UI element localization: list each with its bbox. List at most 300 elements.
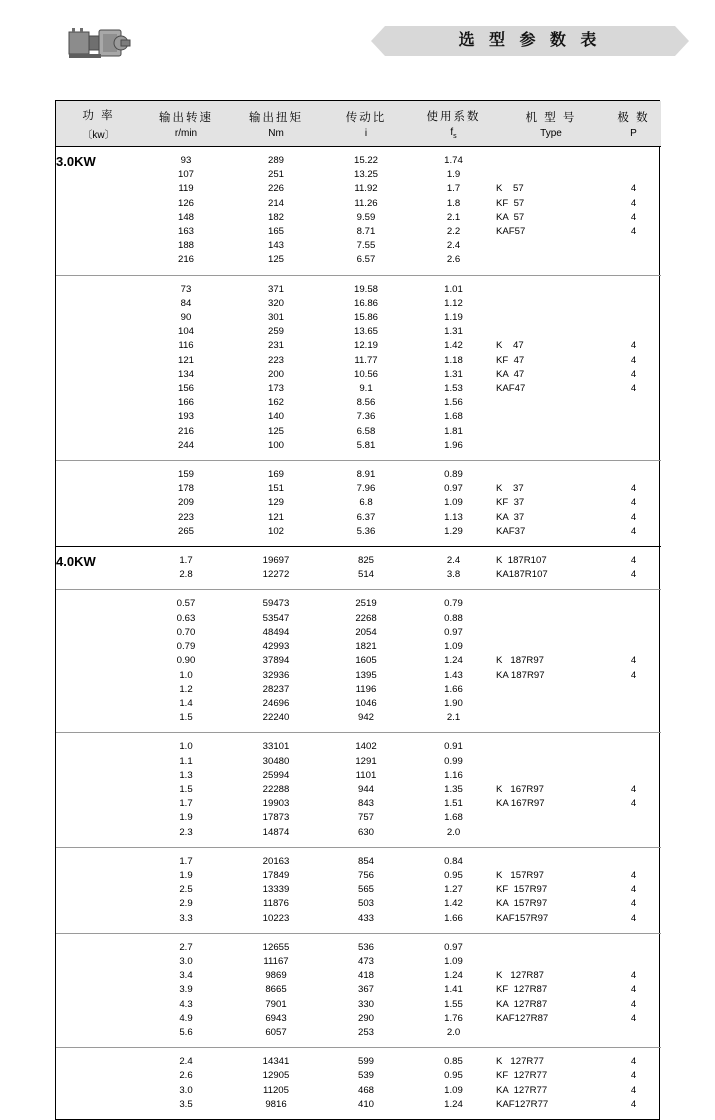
cell-output-speed-value: 3.0 xyxy=(179,1084,193,1096)
cell-output-speed-value: 2.7 xyxy=(179,941,193,953)
cell-poles xyxy=(606,547,661,590)
cell-output-torque-value: 140 xyxy=(267,411,284,423)
cell-poles-value: 4 xyxy=(630,183,637,195)
cell-output-speed-value: 2.9 xyxy=(179,898,193,910)
cell-output-torque-value: 24696 xyxy=(262,697,290,709)
cell-ratio-value: 503 xyxy=(357,898,374,910)
cell-service-factor-value: 1.9 xyxy=(446,169,461,181)
cell-ratio-value: 5.81 xyxy=(356,439,376,451)
cell-output-torque-value: 162 xyxy=(267,397,284,409)
cell-poles-value: 4 xyxy=(630,1012,637,1024)
cell-service-factor-value: 1.09 xyxy=(444,1084,463,1096)
cell-output-speed xyxy=(141,933,231,1047)
cell-service-factor-value: 1.68 xyxy=(444,411,463,423)
cell-poles xyxy=(606,461,661,547)
cell-output-torque-value: 226 xyxy=(267,183,284,195)
cell-ratio-value: 12.19 xyxy=(353,340,378,352)
cell-poles-value: 4 xyxy=(630,511,637,523)
cell-output-torque-value: 6057 xyxy=(265,1026,287,1038)
cell-type-value: KA 157R97 xyxy=(496,898,548,910)
cell-ratio-value: 630 xyxy=(357,826,374,838)
cell-output-speed xyxy=(141,1048,231,1119)
cell-poles-value: 4 xyxy=(630,669,637,681)
cell-poles-value: 4 xyxy=(630,569,637,581)
cell-output-torque-value: 165 xyxy=(267,226,284,238)
cell-output-torque-value: 7901 xyxy=(265,998,287,1010)
cell-ratio-value: 8.56 xyxy=(356,397,376,409)
cell-service-factor-value: 0.91 xyxy=(444,741,463,753)
cell-output-speed-value: 1.5 xyxy=(179,712,193,724)
cell-service-factor-value: 0.85 xyxy=(444,1056,463,1068)
spec-table xyxy=(56,101,661,1119)
cell-output-torque-value: 129 xyxy=(267,497,284,509)
cell-poles-value: 4 xyxy=(630,970,637,982)
cell-type xyxy=(496,147,606,276)
cell-poles-value: 4 xyxy=(630,1070,637,1082)
cell-output-speed-value: 159 xyxy=(177,469,194,481)
cell-type-value: KF 127R87 xyxy=(496,984,548,996)
cell-ratio-value: 433 xyxy=(357,912,374,924)
cell-service-factor-value: 1.51 xyxy=(444,798,463,810)
cell-output-torque-value: 9816 xyxy=(265,1098,287,1110)
cell-poles xyxy=(606,1048,661,1119)
cell-output-speed-value: 0.70 xyxy=(176,626,196,638)
cell-output-speed-value: 1.9 xyxy=(179,869,193,881)
service-factor-sub: $f_s$ xyxy=(450,127,457,140)
cell-service-factor-value: 0.84 xyxy=(444,855,463,867)
cell-output-speed-value: 2.6 xyxy=(179,1070,193,1082)
cell-poles-value: 4 xyxy=(630,525,637,537)
cell-output-speed-value: 2.8 xyxy=(179,569,193,581)
cell-output-speed-value: 84 xyxy=(180,297,192,309)
col-header-poles: 极 数 P xyxy=(606,101,661,147)
cell-poles-value: 4 xyxy=(630,497,637,509)
cell-output-torque-value: 12272 xyxy=(262,569,290,581)
cell-output-speed-value: 188 xyxy=(177,240,194,252)
cell-output-torque-value: 11876 xyxy=(263,898,289,910)
cell-output-speed-value: 3.3 xyxy=(179,912,193,924)
cell-service-factor-value: 1.56 xyxy=(444,397,463,409)
cell-ratio-value: 1101 xyxy=(355,769,377,781)
cell-output-torque xyxy=(231,1048,321,1119)
cell-poles xyxy=(606,933,661,1047)
cell-output-torque-value: 289 xyxy=(267,155,284,166)
cell-output-torque-value: 22240 xyxy=(262,712,290,724)
cell-output-speed-value: 3.4 xyxy=(179,970,193,982)
cell-output-speed-value: 1.7 xyxy=(179,555,193,567)
cell-poles-value: 4 xyxy=(630,998,637,1010)
cell-type xyxy=(496,461,606,547)
cell-service-factor-value: 1.12 xyxy=(444,297,463,309)
cell-output-torque-value: 37894 xyxy=(262,655,290,667)
cell-output-speed-value: 1.7 xyxy=(179,855,193,867)
cell-output-torque-value: 13339 xyxy=(262,884,290,896)
cell-ratio-value: 2268 xyxy=(355,612,377,624)
cell-output-speed-value: 1.3 xyxy=(179,769,193,781)
cell-power: 4.0KW xyxy=(56,547,141,590)
cell-output-torque xyxy=(231,847,321,933)
cell-type-value: KF 47 xyxy=(496,354,525,366)
cell-output-speed-value: 1.4 xyxy=(179,697,193,709)
cell-service-factor-value: 1.01 xyxy=(444,283,463,295)
cell-type-value: KF 57 xyxy=(496,197,525,209)
cell-service-factor-value: 1.53 xyxy=(444,383,463,395)
cell-service-factor-value: 1.09 xyxy=(444,641,463,653)
cell-service-factor xyxy=(411,733,496,847)
cell-poles xyxy=(606,590,661,733)
cell-poles-value: 4 xyxy=(630,783,637,795)
cell-ratio xyxy=(321,547,411,590)
cell-type xyxy=(496,275,606,460)
cell-service-factor-value: 1.76 xyxy=(444,1012,463,1024)
cell-poles-value: 4 xyxy=(630,211,637,223)
cell-poles-value: 4 xyxy=(630,1056,637,1068)
cell-output-torque-value: 10223 xyxy=(262,912,290,924)
cell-ratio-value: 11.92 xyxy=(354,183,378,195)
col-header-output-speed: 输出转速 r/min xyxy=(141,101,231,147)
cell-ratio-value: 6.58 xyxy=(356,425,376,437)
cell-output-speed-value: 178 xyxy=(177,483,194,495)
cell-service-factor-value: 1.35 xyxy=(444,783,463,795)
cell-poles-value: 4 xyxy=(630,869,637,881)
cell-ratio-value: 6.57 xyxy=(356,254,376,266)
table-body xyxy=(56,147,661,1119)
cell-ratio xyxy=(321,147,411,276)
cell-service-factor-value: 1.43 xyxy=(444,669,463,681)
cell-type-value: K 37 xyxy=(496,483,524,495)
cell-type-value: KA 167R97 xyxy=(496,798,545,810)
cell-service-factor-value: 0.89 xyxy=(444,469,463,481)
cell-service-factor-value: 1.27 xyxy=(444,884,463,896)
cell-ratio-value: 8.91 xyxy=(356,469,376,481)
cell-ratio xyxy=(321,275,411,460)
cell-output-torque-value: 125 xyxy=(267,254,284,266)
cell-service-factor xyxy=(411,933,496,1047)
cell-power: 3.0KW xyxy=(56,147,141,276)
cell-ratio-value: 514 xyxy=(357,569,374,581)
cell-ratio xyxy=(321,461,411,547)
cell-service-factor-value: 1.7 xyxy=(446,183,461,195)
cell-service-factor-value: 1.09 xyxy=(444,955,463,967)
cell-output-torque-value: 59473 xyxy=(262,598,290,610)
cell-poles-value: 4 xyxy=(630,197,637,209)
cell-ratio-value: 1291 xyxy=(355,755,377,767)
cell-output-torque-value: 143 xyxy=(267,240,284,252)
cell-output-speed-value: 126 xyxy=(177,197,194,209)
cell-output-speed-value: 223 xyxy=(177,511,194,523)
cell-ratio-value: 9.1 xyxy=(359,383,373,395)
cell-poles-value: 4 xyxy=(630,226,637,238)
cell-service-factor xyxy=(411,147,496,276)
table-row xyxy=(56,733,661,847)
cell-output-torque-value: 14341 xyxy=(262,1056,290,1068)
cell-ratio-value: 13.25 xyxy=(353,169,378,181)
table-row xyxy=(56,933,661,1047)
cell-service-factor-value: 1.24 xyxy=(444,970,463,982)
cell-poles-value: 4 xyxy=(630,798,637,810)
cell-service-factor-value: 1.18 xyxy=(444,354,463,366)
cell-output-speed-value: 216 xyxy=(177,254,194,266)
cell-service-factor-value: 1.66 xyxy=(444,912,463,924)
cell-poles-value: 4 xyxy=(630,912,637,924)
cell-type xyxy=(496,547,606,590)
cell-type-value: KA 187R97 xyxy=(496,669,545,681)
cell-ratio-value: 418 xyxy=(357,970,374,982)
cell-output-torque-value: 20163 xyxy=(262,855,290,867)
cell-output-speed xyxy=(141,147,231,276)
cell-ratio-value: 8.71 xyxy=(356,226,376,238)
cell-poles xyxy=(606,275,661,460)
cell-service-factor-value: 0.97 xyxy=(444,626,463,638)
cell-service-factor-value: 3.8 xyxy=(446,569,461,581)
cell-service-factor xyxy=(411,847,496,933)
cell-type-value: K 57 xyxy=(496,183,524,195)
cell-ratio xyxy=(321,847,411,933)
cell-ratio-value: 5.36 xyxy=(356,525,376,537)
cell-poles-value: 4 xyxy=(630,340,637,352)
cell-ratio-value: 473 xyxy=(357,955,374,967)
col-header-service-factor: 使用系数 $f_s$ xyxy=(411,101,496,147)
cell-type-value: K 187R107 xyxy=(496,555,547,567)
cell-service-factor-value: 0.88 xyxy=(444,612,463,624)
cell-output-torque-value: 11167 xyxy=(263,955,289,967)
cell-ratio-value: 1605 xyxy=(355,655,377,667)
gearmotor-icon xyxy=(67,22,131,64)
cell-type xyxy=(496,1048,606,1119)
cell-ratio-value: 944 xyxy=(357,783,374,795)
table-row xyxy=(56,590,661,733)
page-title xyxy=(385,26,675,60)
cell-service-factor-value: 2.1 xyxy=(446,712,461,724)
cell-output-torque-value: 231 xyxy=(267,340,284,352)
cell-output-torque-value: 8665 xyxy=(265,984,287,996)
cell-type-value: KA 47 xyxy=(496,368,525,380)
cell-output-speed-value: 73 xyxy=(180,283,192,295)
cell-output-speed-value: 134 xyxy=(177,368,194,380)
cell-type-value: KA 37 xyxy=(496,511,525,523)
cell-output-torque-value: 173 xyxy=(267,383,284,395)
cell-type-value: K 127R87 xyxy=(496,970,545,982)
cell-output-torque-value: 19903 xyxy=(262,798,290,810)
cell-output-speed-value: 107 xyxy=(177,169,194,181)
cell-type-value: KA 57 xyxy=(496,211,525,223)
cell-service-factor xyxy=(411,1048,496,1119)
cell-service-factor-value: 1.8 xyxy=(446,197,461,209)
gearmotor-icon-svg xyxy=(67,22,131,64)
cell-output-speed-value: 2.5 xyxy=(179,884,193,896)
cell-type xyxy=(496,933,606,1047)
cell-ratio-value: 7.55 xyxy=(356,240,376,252)
cell-output-speed-value: 121 xyxy=(177,354,194,366)
cell-type-value: KA 127R77 xyxy=(496,1084,548,1096)
cell-service-factor-value: 2.4 xyxy=(446,555,461,567)
cell-output-speed-value: 1.2 xyxy=(179,683,193,695)
table-row xyxy=(56,847,661,933)
cell-output-torque-value: 169 xyxy=(267,469,284,481)
cell-ratio-value: 330 xyxy=(357,998,374,1010)
cell-output-torque xyxy=(231,733,321,847)
cell-ratio-value: 13.65 xyxy=(353,326,378,338)
cell-output-torque-value: 6943 xyxy=(265,1012,287,1024)
cell-output-torque-value: 12655 xyxy=(262,941,290,953)
cell-ratio-value: 757 xyxy=(357,812,374,824)
cell-ratio-value: 253 xyxy=(357,1026,374,1038)
cell-service-factor-value: 1.81 xyxy=(444,425,463,437)
cell-power xyxy=(56,461,141,547)
cell-output-speed-value: 4.9 xyxy=(179,1012,193,1024)
cell-poles-value: 4 xyxy=(630,555,637,567)
cell-service-factor-value: 1.41 xyxy=(444,984,463,996)
col-header-output-torque: 输出扭矩 Nm xyxy=(231,101,321,147)
cell-output-torque xyxy=(231,461,321,547)
cell-output-torque-value: 182 xyxy=(267,211,284,223)
cell-service-factor-value: 0.99 xyxy=(444,755,463,767)
cell-type-value: KF 127R77 xyxy=(496,1070,548,1082)
cell-output-torque-value: 19697 xyxy=(262,555,290,567)
cell-output-torque-value: 42993 xyxy=(262,641,290,653)
cell-output-speed-value: 1.7 xyxy=(179,798,193,810)
cell-output-speed-value: 0.63 xyxy=(176,612,196,624)
cell-power xyxy=(56,1048,141,1119)
cell-output-speed-value: 2.3 xyxy=(179,826,193,838)
cell-ratio-value: 9.59 xyxy=(356,211,376,223)
cell-ratio-value: 410 xyxy=(357,1098,374,1110)
cell-type-value: KAF127R77 xyxy=(496,1098,549,1110)
cell-output-torque-value: 53547 xyxy=(262,612,290,624)
cell-output-torque-value: 100 xyxy=(267,439,284,451)
cell-output-torque-value: 14874 xyxy=(262,826,290,838)
cell-service-factor-value: 2.2 xyxy=(446,226,461,238)
cell-poles xyxy=(606,847,661,933)
cell-ratio xyxy=(321,733,411,847)
cell-service-factor xyxy=(411,590,496,733)
cell-type-value: KF 37 xyxy=(496,497,525,509)
cell-output-speed xyxy=(141,733,231,847)
cell-poles-value: 4 xyxy=(630,1098,637,1110)
cell-ratio xyxy=(321,1048,411,1119)
cell-output-speed-value: 1.5 xyxy=(179,783,193,795)
cell-type-value: KF 157R97 xyxy=(496,884,548,896)
cell-service-factor-value: 1.31 xyxy=(444,368,463,380)
cell-output-torque-value: 25994 xyxy=(262,769,290,781)
col-header-power: 功 率 〔kw〕 xyxy=(56,101,141,147)
cell-output-speed-value: 90 xyxy=(180,312,192,324)
cell-ratio xyxy=(321,590,411,733)
cell-service-factor-value: 1.90 xyxy=(444,697,463,709)
cell-service-factor-value: 1.96 xyxy=(444,439,463,451)
cell-service-factor-value: 1.74 xyxy=(444,155,463,166)
cell-output-speed-value: 0.57 xyxy=(176,598,196,610)
cell-poles-value: 4 xyxy=(630,655,637,667)
cell-output-torque-value: 214 xyxy=(267,197,284,209)
cell-poles-value: 4 xyxy=(630,383,637,395)
spec-table-container xyxy=(55,100,660,1120)
cell-ratio-value: 1196 xyxy=(355,683,377,695)
cell-ratio-value: 7.96 xyxy=(356,483,376,495)
cell-type xyxy=(496,733,606,847)
cell-service-factor-value: 0.95 xyxy=(444,1070,463,1082)
cell-service-factor-value: 2.0 xyxy=(446,1026,461,1038)
cell-ratio-value: 599 xyxy=(357,1056,374,1068)
cell-ratio-value: 1821 xyxy=(355,641,377,653)
cell-output-torque-value: 200 xyxy=(267,368,284,380)
cell-output-speed-value: 1.0 xyxy=(179,669,193,681)
cell-output-speed-value: 265 xyxy=(177,525,194,537)
cell-output-torque xyxy=(231,147,321,276)
cell-output-torque-value: 48494 xyxy=(262,626,290,638)
cell-service-factor-value: 1.19 xyxy=(444,312,463,324)
cell-ratio-value: 2054 xyxy=(355,626,377,638)
table-row xyxy=(56,275,661,460)
cell-ratio-value: 19.58 xyxy=(353,283,378,295)
cell-output-torque xyxy=(231,275,321,460)
cell-service-factor-value: 1.24 xyxy=(444,1098,463,1110)
cell-service-factor xyxy=(411,275,496,460)
cell-type-value: K 167R97 xyxy=(496,783,545,795)
col-header-type: 机 型 号 Type xyxy=(496,101,606,147)
cell-output-torque-value: 121 xyxy=(267,511,284,523)
cell-output-speed-value: 1.1 xyxy=(179,755,193,767)
cell-power xyxy=(56,933,141,1047)
cell-output-speed-value: 3.9 xyxy=(179,984,193,996)
cell-ratio-value: 1395 xyxy=(355,669,377,681)
cell-output-speed xyxy=(141,847,231,933)
cell-type-value: K 187R97 xyxy=(496,655,545,667)
cell-service-factor-value: 1.29 xyxy=(444,525,463,537)
cell-power xyxy=(56,275,141,460)
cell-output-torque-value: 259 xyxy=(267,326,284,338)
cell-service-factor-value: 1.66 xyxy=(444,683,463,695)
cell-output-torque-value: 33101 xyxy=(262,741,290,753)
cell-service-factor-value: 0.79 xyxy=(444,598,463,610)
cell-ratio-value: 854 xyxy=(357,855,374,867)
cell-type-value: KAF47 xyxy=(496,383,526,395)
cell-poles-value: 4 xyxy=(630,984,637,996)
cell-output-speed-value: 166 xyxy=(177,397,194,409)
cell-output-torque-value: 28237 xyxy=(262,683,290,695)
cell-output-speed-value: 156 xyxy=(177,383,194,395)
cell-output-torque-value: 11205 xyxy=(263,1084,289,1096)
cell-ratio-value: 1402 xyxy=(355,741,377,753)
cell-poles-value: 4 xyxy=(630,368,637,380)
cell-output-speed-value: 148 xyxy=(177,211,194,223)
cell-poles xyxy=(606,733,661,847)
page-header xyxy=(55,0,660,72)
cell-ratio-value: 756 xyxy=(357,869,374,881)
cell-ratio-value: 11.26 xyxy=(354,197,378,209)
cell-type-value: K 47 xyxy=(496,340,524,352)
cell-ratio-value: 10.56 xyxy=(353,368,378,380)
cell-output-speed xyxy=(141,461,231,547)
table-row xyxy=(56,547,661,590)
cell-service-factor-value: 1.13 xyxy=(444,511,463,523)
cell-service-factor-value: 2.1 xyxy=(446,211,461,223)
title-text: 选 型 参 数 表 xyxy=(458,32,602,49)
cell-ratio-value: 2519 xyxy=(355,598,377,610)
cell-output-torque-value: 151 xyxy=(267,483,284,495)
cell-output-torque xyxy=(231,547,321,590)
table-row xyxy=(56,1048,661,1119)
cell-power xyxy=(56,590,141,733)
cell-output-speed-value: 1.9 xyxy=(179,812,193,824)
cell-service-factor-value: 1.24 xyxy=(444,655,463,667)
cell-service-factor-value: 1.31 xyxy=(444,326,463,338)
cell-output-torque-value: 30480 xyxy=(262,755,290,767)
cell-poles-value: 4 xyxy=(630,898,637,910)
cell-type xyxy=(496,847,606,933)
cell-ratio-value: 6.37 xyxy=(356,511,376,523)
cell-output-torque-value: 12905 xyxy=(262,1070,290,1082)
